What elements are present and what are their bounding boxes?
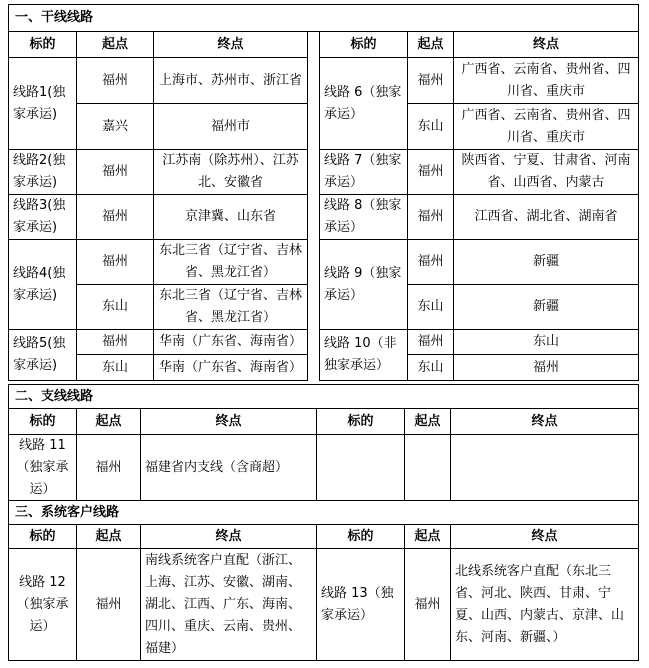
header-start: 起点	[77, 525, 141, 549]
route-start: 福州	[77, 240, 154, 285]
column-gap	[308, 330, 320, 381]
route-start: 东山	[77, 355, 154, 381]
route-name: 线路3(独家承运)	[9, 195, 77, 240]
route-name: 线路 12（独家承运）	[9, 549, 77, 661]
route-start: 福州	[77, 150, 154, 195]
route-end: 福建省内支线（含商超）	[141, 435, 317, 502]
route-end: 广西省、云南省、贵州省、四川省、重庆市	[454, 104, 639, 150]
header-end: 终点	[451, 409, 639, 435]
header-bid: 标的	[317, 409, 405, 435]
route-end: 福州市	[154, 104, 308, 150]
column-gap	[308, 58, 320, 150]
route-name: 线路5(独家承运)	[9, 330, 77, 381]
header-start: 起点	[77, 32, 154, 58]
route-end: 华南（广东省、海南省）	[154, 330, 308, 355]
route-start: 东山	[77, 285, 154, 330]
header-bid: 标的	[9, 32, 77, 58]
route-name: 线路1(独家承运)	[9, 58, 77, 150]
route-start: 福州	[405, 549, 451, 661]
route-end: 东北三省（辽宁省、吉林省、黑龙江省）	[154, 240, 308, 285]
branch-section-title: 二、支线线路	[9, 385, 639, 409]
route-start: 东山	[408, 285, 454, 330]
route-start: 福州	[77, 195, 154, 240]
route-end: 广西省、云南省、贵州省、四川省、重庆市	[454, 58, 639, 104]
header-end: 终点	[141, 525, 317, 549]
route-start: 福州	[77, 58, 154, 104]
route-end: 江苏南（除苏州）、江苏北、安徽省	[154, 150, 308, 195]
empty-cell	[405, 435, 451, 502]
header-end: 终点	[154, 32, 308, 58]
branch-routes-table	[8, 384, 639, 502]
system-routes-table	[8, 500, 639, 661]
route-name: 线路 7（独家承运）	[320, 150, 408, 195]
route-name: 线路4(独家承运)	[9, 240, 77, 330]
header-start: 起点	[405, 409, 451, 435]
header-end: 终点	[454, 32, 639, 58]
trunk-routes-table	[8, 4, 639, 381]
empty-cell	[451, 435, 639, 502]
route-end: 东北三省（辽宁省、吉林省、黑龙江省）	[154, 285, 308, 330]
route-name: 线路 11（独家承运）	[9, 435, 77, 502]
route-name: 线路 10（非独家承运）	[320, 330, 408, 381]
header-start: 起点	[405, 525, 451, 549]
route-name: 线路 6（独家承运）	[320, 58, 408, 150]
trunk-section-title: 一、干线线路	[9, 5, 639, 32]
header-start: 起点	[77, 409, 141, 435]
route-start: 福州	[77, 435, 141, 502]
header-end: 终点	[141, 409, 317, 435]
route-end: 华南（广东省、海南省）	[154, 355, 308, 381]
column-gap	[308, 240, 320, 330]
route-start: 福州	[408, 330, 454, 355]
route-start: 东山	[408, 355, 454, 381]
header-end: 终点	[451, 525, 639, 549]
route-end: 南线系统客户直配（浙江、上海、江苏、安徽、湖南、湖北、江西、广东、海南、四川、重庆、云南、贵州、福建）	[141, 549, 317, 661]
header-bid: 标的	[320, 32, 408, 58]
route-name: 线路 8（独家承运）	[320, 195, 408, 240]
route-end: 上海市、苏州市、浙江省	[154, 58, 308, 104]
route-end: 福州	[454, 355, 639, 381]
header-bid: 标的	[9, 525, 77, 549]
route-start: 福州	[408, 240, 454, 285]
route-end: 东山	[454, 330, 639, 355]
route-end: 北线系统客户直配（东北三省、河北、陕西、甘肃、宁夏、山西、内蒙古、京津、山东、河南、新疆、）	[451, 549, 639, 661]
header-start: 起点	[408, 32, 454, 58]
route-start: 福州	[77, 330, 154, 355]
route-name: 线路2(独家承运)	[9, 150, 77, 195]
header-bid: 标的	[9, 409, 77, 435]
route-start: 东山	[408, 104, 454, 150]
route-end: 陕西省、宁夏、甘肃省、河南省、山西省、内蒙古	[454, 150, 639, 195]
route-start: 福州	[408, 195, 454, 240]
column-gap	[308, 195, 320, 240]
route-start: 福州	[408, 150, 454, 195]
route-start: 福州	[408, 58, 454, 104]
route-start: 嘉兴	[77, 104, 154, 150]
empty-cell	[317, 435, 405, 502]
route-name: 线路 9（独家承运）	[320, 240, 408, 330]
header-bid: 标的	[317, 525, 405, 549]
route-end: 京津冀、山东省	[154, 195, 308, 240]
route-name: 线路 13（独家承运）	[317, 549, 405, 661]
route-end: 江西省、湖北省、湖南省	[454, 195, 639, 240]
route-end: 新疆	[454, 285, 639, 330]
route-end: 新疆	[454, 240, 639, 285]
column-gap	[308, 150, 320, 195]
route-start: 福州	[77, 549, 141, 661]
column-gap	[308, 32, 320, 58]
system-section-title: 三、系统客户线路	[9, 501, 639, 525]
